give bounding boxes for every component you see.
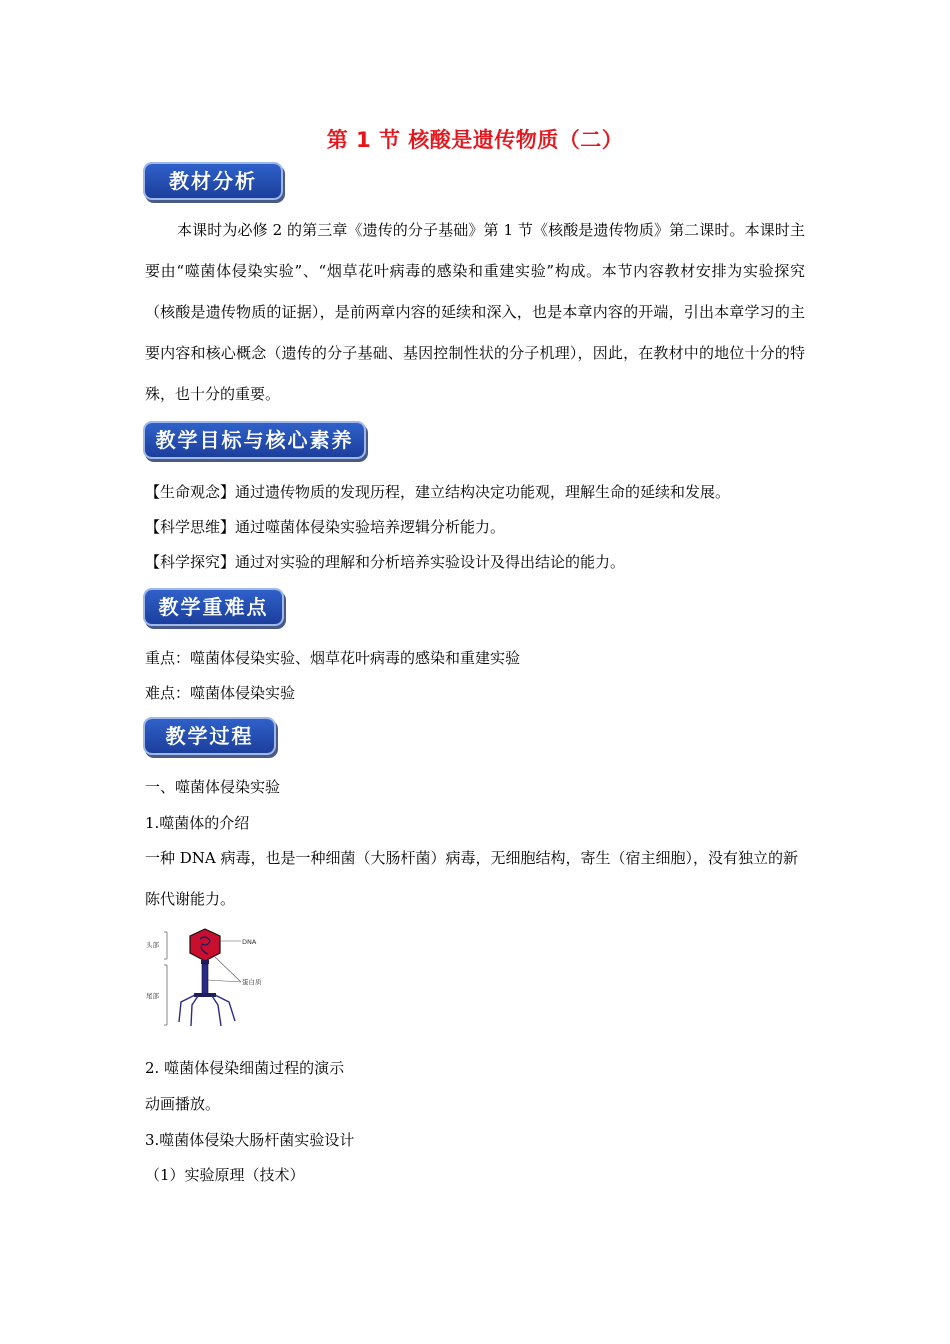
phage-description: 一种 DNA 病毒，也是一种细菌（大肠杆菌）病毒，无细胞结构，寄生（宿主细胞），没有独立的新陈代谢能力。 bbox=[145, 849, 799, 908]
section-heading-analysis: 教材分析 bbox=[145, 164, 281, 198]
section-heading-goals: 教学目标与核心素养 bbox=[145, 423, 364, 457]
phage-collar bbox=[201, 960, 209, 964]
phage-structure-figure bbox=[145, 925, 275, 1030]
item-heading: 2. 噬菌体侵染细菌过程的演示 bbox=[145, 1059, 345, 1077]
item-text: 动画播放。 bbox=[145, 1095, 221, 1113]
protein-label: 蛋白质 bbox=[242, 978, 262, 986]
part-heading: 一、噬菌体侵染实验 bbox=[145, 778, 281, 796]
dna-label: DNA bbox=[242, 938, 257, 946]
item-heading: 1.噬菌体的介绍 bbox=[145, 814, 250, 832]
section-heading-process: 教学过程 bbox=[145, 719, 274, 753]
analysis-paragraph: 本课时为必修 2 的第三章《遗传的分子基础》第 1 节《核酸是遗传物质》第二课时。本课时主要由“噬菌体侵染实验”、“烟草花叶病毒的感染和重建实验”构成。本节内容教材安排为实验探究（核酸是遗传物质的证据），是前两章内容的延续和深入，也是本章内容的开端，引出本章学习的主要内容和核心概念（遗传的分子基础、基因控制性状的分子机理），因此，在教材中的地位十分的特殊，也十分的重要。 bbox=[145, 221, 805, 403]
head-label: 头部 bbox=[146, 941, 159, 949]
sub-item-heading: （1）实验原理（技术） bbox=[145, 1166, 305, 1184]
phage-tail-sheath bbox=[202, 964, 208, 994]
key-point: 重点：噬菌体侵染实验、烟草花叶病毒的感染和重建实验 bbox=[145, 649, 521, 667]
goal-item: 【科学思维】通过噬菌体侵染实验培养逻辑分析能力。 bbox=[145, 518, 506, 536]
section-heading-keypoints: 教学重难点 bbox=[145, 590, 282, 624]
page-title: 第 1 节 核酸是遗传物质（二） bbox=[326, 128, 624, 152]
goal-item: 【科学探究】通过对实验的理解和分析培养实验设计及得出结论的能力。 bbox=[145, 553, 626, 571]
item-heading: 3.噬菌体侵染大肠杆菌实验设计 bbox=[145, 1131, 355, 1149]
tail-label: 尾部 bbox=[146, 992, 159, 1000]
goal-item: 【生命观念】通过遗传物质的发现历程，建立结构决定功能观，理解生命的延续和发展。 bbox=[145, 483, 731, 501]
difficult-point: 难点：噬菌体侵染实验 bbox=[145, 684, 296, 702]
